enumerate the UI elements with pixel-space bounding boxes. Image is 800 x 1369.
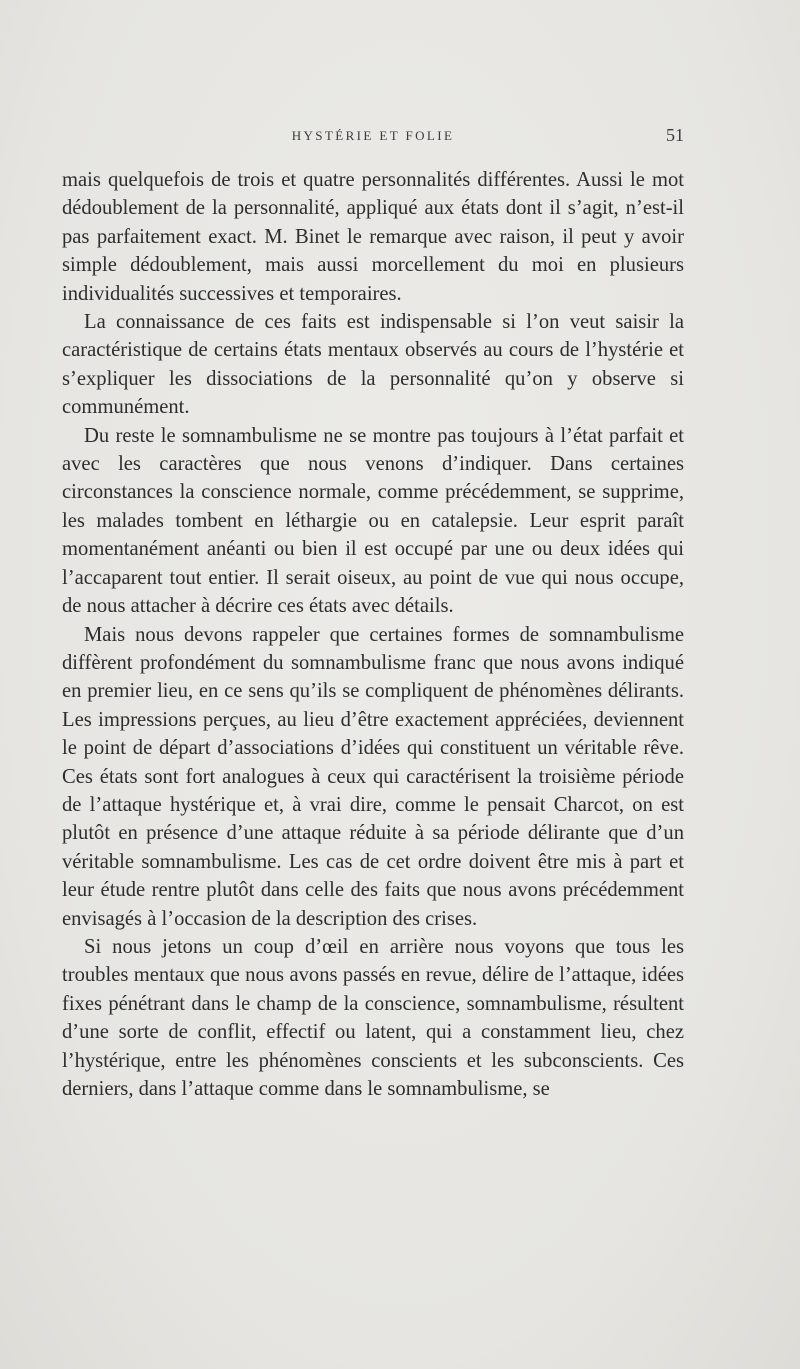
paragraph: Mais nous devons rappeler que certaines formes de somnambulisme diffèrent profondément du somnambulisme franc que nous avons indiqué en premier lieu, en ce sens qu’ils se compliquent de phénomènes délirants. Les impressions perçues, au lieu d’être exactement appréciées, deviennent le point de départ d’associations d’idées qui constituent un véritable rêve. Ces états sont fort analogues à ceux qui caractérisent la troisième période de l’attaque hystérique et, à vrai dire, comme le pensait Charcot, on est plutôt en présence d’une attaque réduite à sa période délirante que d’un véritable somnambulisme. Les cas de cet ordre doivent être mis à part et leur étude rentre plutôt dans celle des faits que nous avons précédemment envisagés à l’occasion de la description des crises. <box>62 623 684 930</box>
paragraph: mais quelquefois de trois et quatre personnalités différentes. Aussi le mot dédoublement de la personnalité, appliqué aux états dont il s’agit, n’est-il pas parfaitement exact. M. Binet le remarque avec raison, il peut y avoir simple dédoublement, mais aussi morcellement du moi en plusieurs individualités successives et temporaires. <box>62 169 684 305</box>
running-head <box>62 125 684 148</box>
paragraph: Si nous jetons un coup d’œil en arrière nous voyons que tous les troubles mentaux que nous avons passés en revue, délire de l’attaque, idées fixes pénétrant dans le champ de la conscience, somnambulisme, résultent d’une sorte de conflit, effectif ou latent, qui a constamment lieu, chez l’hystérique, entre les phénomènes conscients et les subconscients. Ces derniers, dans l’attaque comme dans le somnambulisme, se <box>62 935 684 1100</box>
paragraph: Du reste le somnambulisme ne se montre pas toujours à l’état parfait et avec les caractères que nous venons d’indiquer. Dans certaines circonstances la conscience normale, comme précédemment, se supprime, les malades tombent en léthargie ou en catalepsie. Leur esprit paraît momentanément anéanti ou bien il est occupé par une ou deux idées qui l’accaparent tout entier. Il serait oiseux, au point de vue qui nous occupe, de nous attacher à décrire ces états avec détails. <box>62 424 684 618</box>
page-number: 51 <box>666 125 684 145</box>
running-title: HYSTÉRIE ET FOLIE <box>291 128 455 143</box>
body-text <box>62 166 684 1103</box>
paragraph: La connaissance de ces faits est indispensable si l’on veut saisir la caractéristique de certains états mentaux observés au cours de l’hystérie et s’expliquer les dissociations de la personnalité qu’on y observe si communément. <box>62 311 684 419</box>
